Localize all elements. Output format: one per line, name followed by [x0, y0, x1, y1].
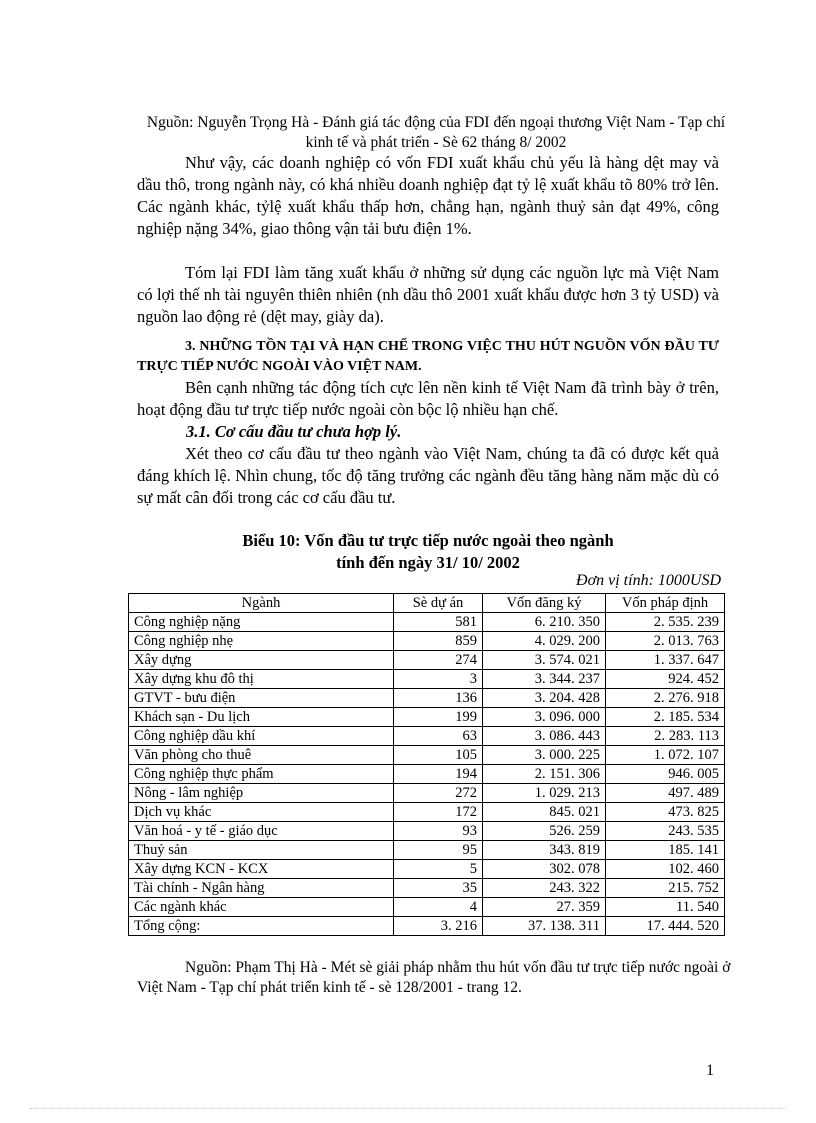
header-sector: Ngành: [129, 594, 394, 613]
cell-registered-capital: 3. 204. 428: [483, 689, 606, 708]
table-row: [129, 689, 725, 708]
paragraph-2: Tóm lại FDI làm tăng xuất khẩu ở những sử dụng các nguồn lực mà Việt Nam có lợi thế nh tài nguyên thiên nhiên (nh dầu thô 2001 xuất khẩu được hơn 3 tỷ USD) và nguồn lao động rẻ (dệt may, giày da).: [137, 263, 719, 326]
cell-sector: Các ngành khác: [129, 898, 394, 917]
cell-registered-capital: 2. 151. 306: [483, 765, 606, 784]
cell-registered-capital: 3. 086. 443: [483, 727, 606, 746]
header-projects: Sè dự án: [394, 594, 483, 613]
cell-registered-capital: 526. 259: [483, 822, 606, 841]
table-row: [129, 670, 725, 689]
cell-projects: 35: [394, 879, 483, 898]
cell-legal-capital: 497. 489: [606, 784, 725, 803]
cell-projects: 63: [394, 727, 483, 746]
cell-sector: Dịch vụ khác: [129, 803, 394, 822]
paragraph-4: Xét theo cơ cấu đầu tư theo ngành vào Việt Nam, chúng ta đã có được kết quả đáng khích lệ. Nhìn chung, tốc độ tăng trưởng các ngành đều tăng hàng năm mặc dù có sự mất cân đối trong các cơ cấu đầu tư.: [137, 444, 719, 507]
cell-registered-capital: 3. 574. 021: [483, 651, 606, 670]
cell-sector: GTVT - bưu điện: [129, 689, 394, 708]
cell-projects: 859: [394, 632, 483, 651]
cell-sector: Xây dựng KCN - KCX: [129, 860, 394, 879]
cell-projects: 5: [394, 860, 483, 879]
page-number: 1: [706, 1062, 714, 1079]
cell-sector: Tổng cộng:: [129, 917, 394, 936]
table-unit: Đơn vị tính: 1000USD: [576, 572, 721, 589]
cell-projects: 3. 216: [394, 917, 483, 936]
cell-legal-capital: 2. 013. 763: [606, 632, 725, 651]
cell-registered-capital: 3. 000. 225: [483, 746, 606, 765]
table-row: [129, 879, 725, 898]
source-citation-bottom: Nguồn: Phạm Thị Hà - Mét sè giải pháp nhằm thu hút vốn đầu tư trực tiếp nước ngoài ở Việt Nam - Tạp chí phát triển kinh tế - sè 128/2001 - trang 12.: [137, 959, 731, 996]
header-registered-capital: Vốn đăng ký: [483, 594, 606, 613]
table-row: [129, 746, 725, 765]
table-row: [129, 651, 725, 670]
section-heading-3: 3. NHỮNG TỒN TẠI VÀ HẠN CHẾ TRONG VIỆC THU HÚT NGUỒN VỐN ĐẦU TƯ TRỰC TIẾP NƯỚC NGOÀI VÀO VIỆT NAM.: [137, 339, 719, 374]
cell-sector: Công nghiệp nặng: [129, 613, 394, 632]
table-total-row: [129, 917, 725, 936]
subsection-heading-3-1: 3.1. Cơ cấu đầu tư chưa hợp lý.: [186, 422, 402, 441]
cell-registered-capital: 1. 029. 213: [483, 784, 606, 803]
cell-projects: 95: [394, 841, 483, 860]
cell-registered-capital: 37. 138. 311: [483, 917, 606, 936]
table-row: [129, 632, 725, 651]
table-row: [129, 765, 725, 784]
page-footer-divider: [30, 1108, 786, 1109]
paragraph-3: Bên cạnh những tác động tích cực lên nền kinh tế Việt Nam đã trình bày ở trên, hoạt động đầu tư trực tiếp nước ngoài còn bộc lộ nhiều hạn chế.: [137, 378, 719, 419]
cell-sector: Nông - lâm nghiệp: [129, 784, 394, 803]
cell-sector: Văn hoá - y tế - giáo dục: [129, 822, 394, 841]
cell-sector: Công nghiệp dầu khí: [129, 727, 394, 746]
table-title-line-2: tính đến ngày 31/ 10/ 2002: [336, 553, 520, 572]
table-row: [129, 898, 725, 917]
source-citation-top: Nguồn: Nguyễn Trọng Hà - Đánh giá tác động của FDI đến ngoại thương Việt Nam - Tạp chí kinh tế và phát triển - Sè 62 tháng 8/ 2002: [146, 114, 726, 151]
table-row: [129, 822, 725, 841]
table-title-line-1: Biểu 10: Vốn đầu tư trực tiếp nước ngoài theo ngành: [242, 531, 614, 550]
cell-legal-capital: 946. 005: [606, 765, 725, 784]
cell-registered-capital: 6. 210. 350: [483, 613, 606, 632]
table-row: [129, 860, 725, 879]
cell-legal-capital: 1. 337. 647: [606, 651, 725, 670]
table-row: [129, 784, 725, 803]
cell-sector: Tài chính - Ngân hàng: [129, 879, 394, 898]
cell-sector: Xây dựng khu đô thị: [129, 670, 394, 689]
cell-legal-capital: 2. 185. 534: [606, 708, 725, 727]
cell-sector: Xây dựng: [129, 651, 394, 670]
cell-projects: 93: [394, 822, 483, 841]
table-title: [137, 530, 719, 574]
cell-legal-capital: 243. 535: [606, 822, 725, 841]
cell-legal-capital: 2. 276. 918: [606, 689, 725, 708]
cell-projects: 272: [394, 784, 483, 803]
cell-projects: 136: [394, 689, 483, 708]
fdi-by-sector-table: [128, 593, 725, 936]
header-legal-capital: Vốn pháp định: [606, 594, 725, 613]
cell-sector: Khách sạn - Du lịch: [129, 708, 394, 727]
cell-projects: 199: [394, 708, 483, 727]
cell-registered-capital: 243. 322: [483, 879, 606, 898]
cell-legal-capital: 102. 460: [606, 860, 725, 879]
cell-registered-capital: 27. 359: [483, 898, 606, 917]
table-header-row: [129, 594, 725, 613]
cell-projects: 3: [394, 670, 483, 689]
cell-projects: 105: [394, 746, 483, 765]
cell-registered-capital: 3. 096. 000: [483, 708, 606, 727]
cell-sector: Thuỷ sản: [129, 841, 394, 860]
cell-legal-capital: 2. 535. 239: [606, 613, 725, 632]
cell-registered-capital: 343. 819: [483, 841, 606, 860]
cell-legal-capital: 17. 444. 520: [606, 917, 725, 936]
cell-projects: 194: [394, 765, 483, 784]
cell-registered-capital: 4. 029. 200: [483, 632, 606, 651]
cell-registered-capital: 302. 078: [483, 860, 606, 879]
table-row: [129, 841, 725, 860]
table-row: [129, 803, 725, 822]
cell-legal-capital: 11. 540: [606, 898, 725, 917]
table-row: [129, 727, 725, 746]
cell-projects: 172: [394, 803, 483, 822]
cell-projects: 581: [394, 613, 483, 632]
cell-registered-capital: 845. 021: [483, 803, 606, 822]
cell-projects: 274: [394, 651, 483, 670]
cell-registered-capital: 3. 344. 237: [483, 670, 606, 689]
cell-legal-capital: 2. 283. 113: [606, 727, 725, 746]
paragraph-1: Như vậy, các doanh nghiệp có vốn FDI xuất khẩu chủ yếu là hàng dệt may và dầu thô, trong ngành này, có khá nhiều doanh nghiệp đạt tỷ lệ xuất khẩu tõ 80% trở lên. Các ngành khác, tỷlệ xuất khẩu thấp hơn, chẳng hạn, ngành thuỷ sản đạt 49%, công nghiệp nặng 34%, giao thông vận tải bưu điện 1%.: [137, 153, 719, 238]
cell-legal-capital: 1. 072. 107: [606, 746, 725, 765]
cell-projects: 4: [394, 898, 483, 917]
cell-sector: Văn phòng cho thuê: [129, 746, 394, 765]
cell-legal-capital: 473. 825: [606, 803, 725, 822]
cell-legal-capital: 215. 752: [606, 879, 725, 898]
cell-legal-capital: 185. 141: [606, 841, 725, 860]
cell-sector: Công nghiệp thực phẩm: [129, 765, 394, 784]
cell-legal-capital: 924. 452: [606, 670, 725, 689]
cell-sector: Công nghiệp nhẹ: [129, 632, 394, 651]
table-row: [129, 708, 725, 727]
table-row: [129, 613, 725, 632]
